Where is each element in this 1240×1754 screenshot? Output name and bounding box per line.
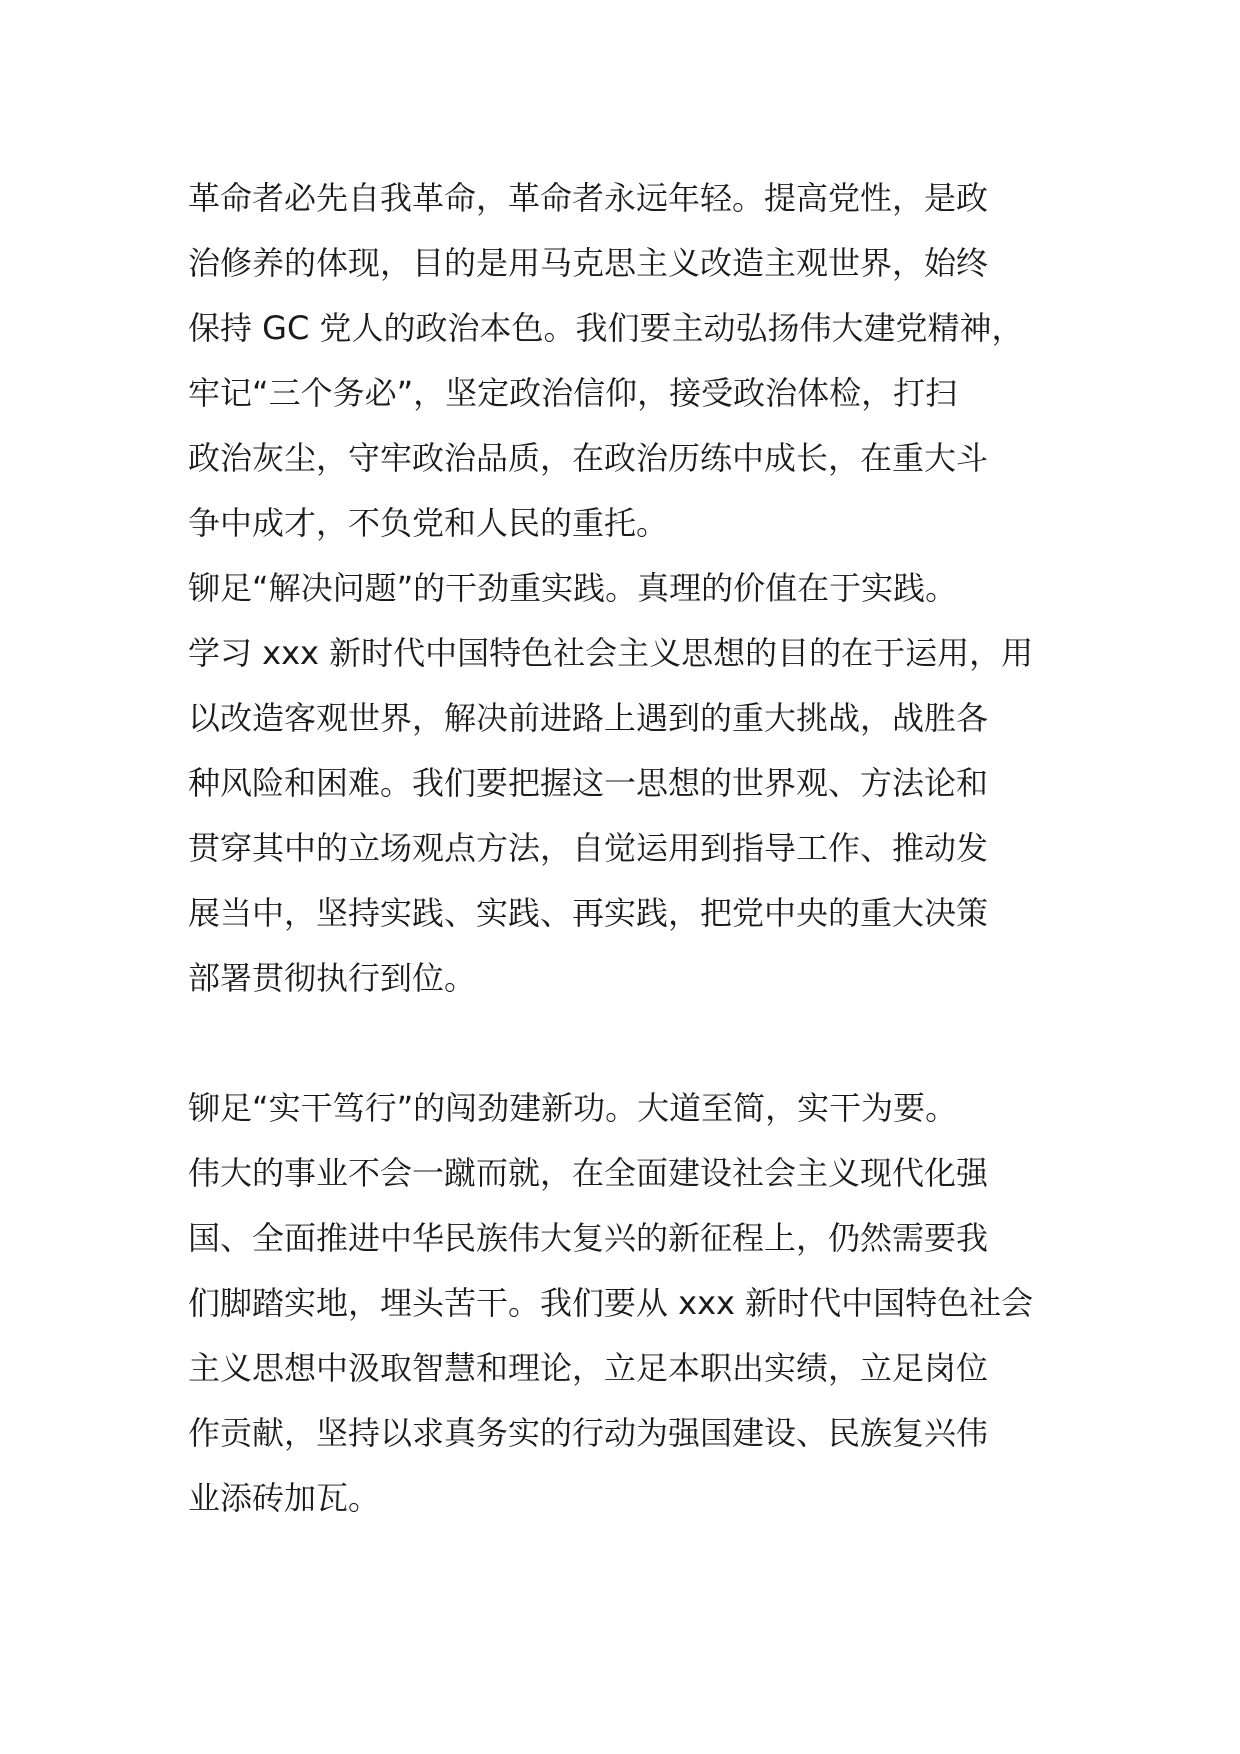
text-line: 治修养的体现，目的是用马克思主义改造主观世界，始终 xyxy=(188,244,989,282)
paragraph-2 xyxy=(188,556,1058,1011)
text-line: 争中成才，不负党和人民的重托。 xyxy=(188,504,669,542)
text-line: 贯穿其中的立场观点方法，自觉运用到指导工作、推动发 xyxy=(188,829,989,867)
text-line: 部署贯彻执行到位。 xyxy=(188,959,477,997)
text-line: 作贡献，坚持以求真务实的行动为强国建设、民族复兴伟 xyxy=(188,1414,989,1452)
text-line: 牢记“三个务必”，坚定政治信仰，接受政治体检，打扫 xyxy=(188,374,958,412)
text-line: 种风险和困难。我们要把握这一思想的世界观、方法论和 xyxy=(188,764,989,802)
text-line: 铆足“实干笃行”的闯劲建新功。大道至简，实干为要。 xyxy=(188,1089,958,1127)
text-line: 铆足“解决问题”的干劲重实践。真理的价值在于实践。 xyxy=(188,569,958,607)
text-line: 学习 xxx 新时代中国特色社会主义思想的目的在于运用，用 xyxy=(188,634,1034,672)
text-line: 业添砖加瓦。 xyxy=(188,1479,381,1517)
text-line: 们脚踏实地，埋头苦干。我们要从 xxx 新时代中国特色社会 xyxy=(188,1284,1034,1322)
text-line: 展当中，坚持实践、实践、再实践，把党中央的重大决策 xyxy=(188,894,989,932)
text-line: 伟大的事业不会一蹴而就，在全面建设社会主义现代化强 xyxy=(188,1154,989,1192)
paragraph-3 xyxy=(188,1076,1058,1531)
text-line: 以改造客观世界，解决前进路上遇到的重大挑战，战胜各 xyxy=(188,699,989,737)
text-line: 政治灰尘，守牢政治品质，在政治历练中成长，在重大斗 xyxy=(188,439,989,477)
paragraph-1 xyxy=(188,166,1058,556)
text-line: 主义思想中汲取智慧和理论，立足本职出实绩，立足岗位 xyxy=(188,1349,989,1387)
paragraph-gap xyxy=(188,1011,1058,1076)
text-line: 保持 GC 党人的政治本色。我们要主动弘扬伟大建党精神， xyxy=(188,309,1024,347)
document-body xyxy=(188,166,1058,1531)
text-line: 国、全面推进中华民族伟大复兴的新征程上，仍然需要我 xyxy=(188,1219,989,1257)
text-line: 革命者必先自我革命，革命者永远年轻。提高党性，是政 xyxy=(188,179,989,217)
